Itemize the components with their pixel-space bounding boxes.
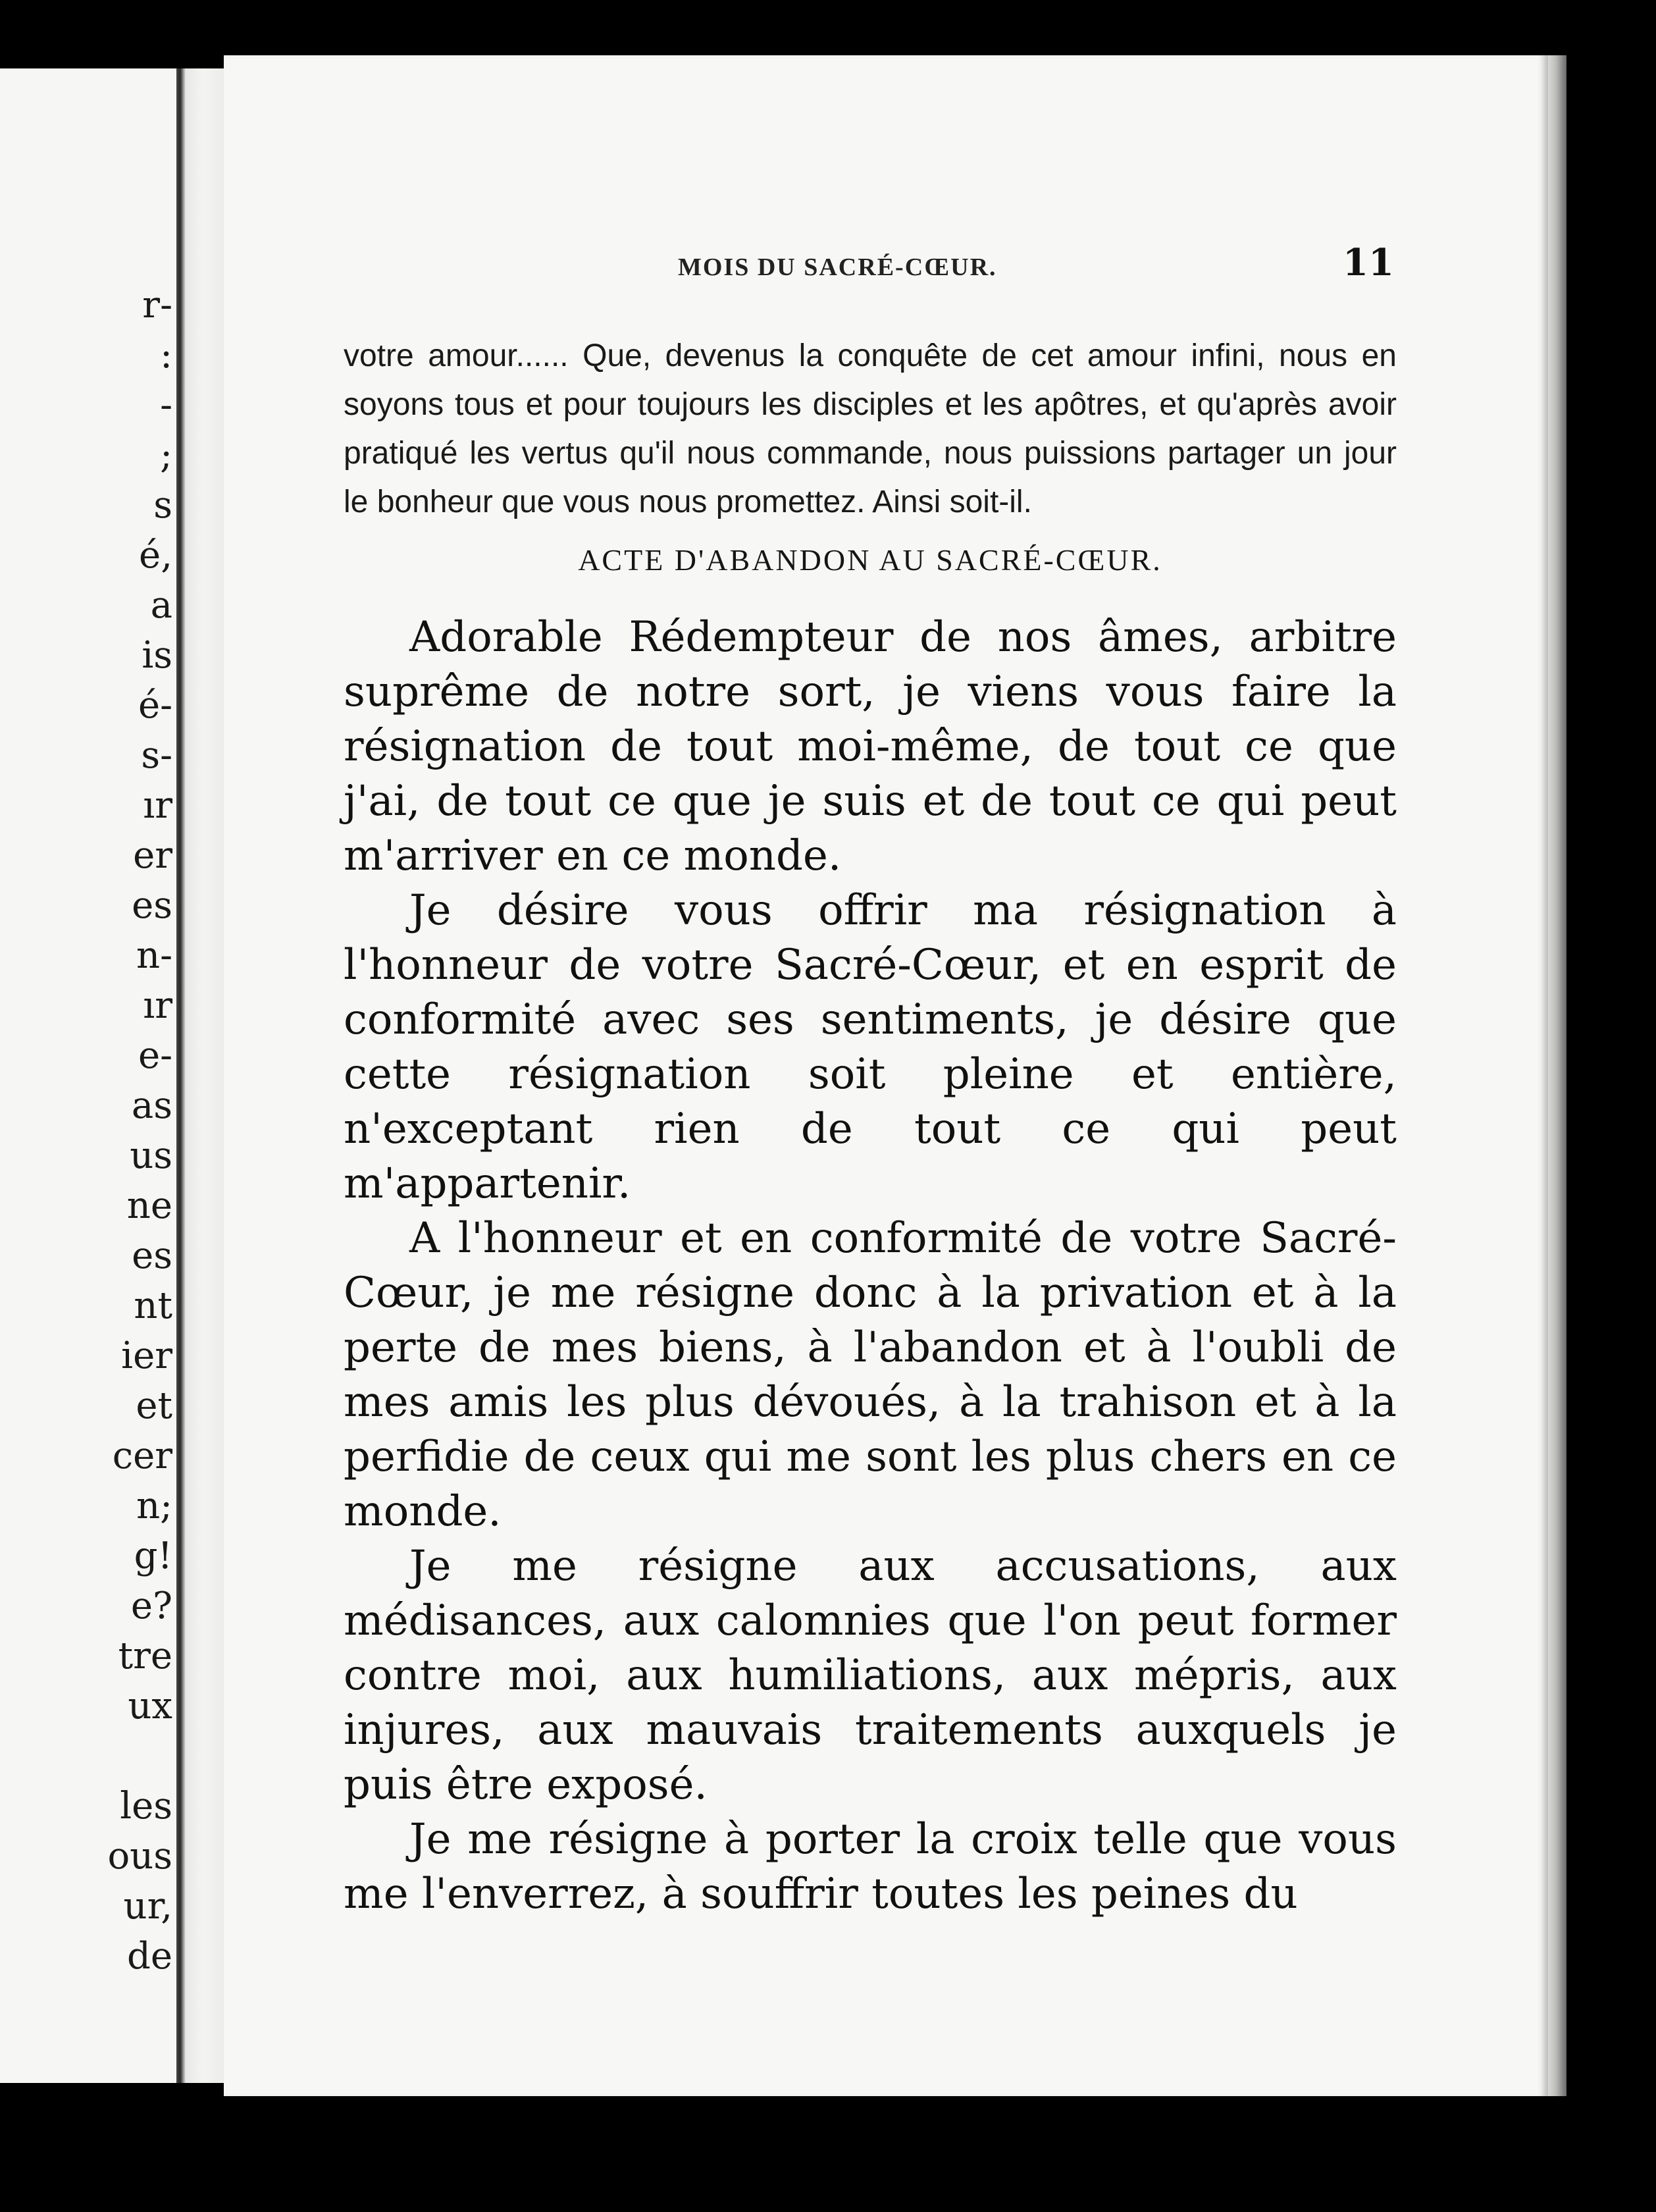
fragment-line: is [142,634,172,677]
fragment-line: ; [160,434,172,477]
section-title: ACTE D'ABANDON AU SACRÉ-CŒUR. [578,543,1162,577]
fragment-line: - [160,384,172,427]
fragment-line: ux [128,1685,172,1727]
paragraph: Je me résigne aux accusations, aux médisances, aux calomnies que l'on peut former contre moi, aux humiliations, aux mépris, aux injures, aux mauvais traitements auxquels je puis être exposé. [344,1542,1397,1809]
fragment-line: s- [141,734,172,777]
fragment-line: s [153,484,172,527]
fragment-line: nt [134,1284,172,1327]
fragment-line: ur, [123,1885,172,1928]
running-head: MOIS DU SACRÉ-CŒUR. [678,253,997,281]
fragment-line: n- [136,934,172,977]
fragment-line: et [136,1384,172,1427]
fragment-line: cer [112,1435,172,1477]
page-body [344,332,1397,1922]
fragment-line: ous [107,1835,172,1878]
fragment-line: er [133,834,172,877]
paragraph: Je désire vous offrir ma résignation à l'honneur de votre Sacré-Cœur, et en esprit de conformité avec ses sentiments, je désire que cette résignation soit pleine et entière, n'exceptant rien de tout ce qui peut m'appartenir. [344,886,1397,1208]
fragment-line: de [127,1935,172,1978]
previous-page-edge [0,68,176,2083]
fragment-line: ır [143,984,172,1027]
page-number: 11 [1343,241,1394,284]
intro-paragraph: votre amour...... Que, devenus la conquête de cet amour infini, nous en soyons tous et pour toujours les disciples et les apôtres, et qu'après avoir pratiqué les vertus qu'il nous commande, nous puissions partager un jour le bonheur que vous nous promettez. Ainsi soit-il. [344,338,1397,519]
page-edge-shadow [1548,55,1566,2096]
fragment-line: es [132,1234,172,1277]
fragment-line: ne [126,1184,172,1227]
fragment-line: ier [121,1334,172,1377]
fragment-line: us [130,1134,172,1177]
fragment-line: e? [130,1585,172,1627]
fragment-line: as [131,1084,172,1127]
fragment-line: n; [136,1485,172,1527]
fragment-line [8,1731,172,1781]
fragment-line: e- [138,1034,172,1077]
fragment-line: ır [143,784,172,827]
fragment-line: a [150,584,172,627]
paragraph: A l'honneur et en conformité de votre Sacré-Cœur, je me résigne donc à la privation et à la perte de mes biens, à l'abandon et à l'oubli de mes amis les plus dévoués, à la trahison et à la perfidie de ceux qui me sont les plus chers en ce monde. [344,1214,1397,1536]
paragraph: Adorable Rédempteur de nos âmes, arbitre suprême de notre sort, je viens vous faire la résignation de tout moi-même, de tout ce que j'ai, de tout ce que je suis et de tout ce qui peut m'arriver en ce monde. [344,613,1397,880]
book-gutter [176,68,224,2083]
fragment-line: tre [118,1635,172,1677]
page-header [224,55,1548,319]
previous-page-text-fragments [8,280,172,1982]
fragment-line: g! [134,1535,172,1577]
fragment-line: r- [142,284,172,327]
book-page [224,55,1548,2096]
fragment-line: es [132,884,172,927]
fragment-line: é, [139,534,172,577]
paragraph: Je me résigne à porter la croix telle que vous me l'enverrez, à souffrir toutes les peines du [344,1815,1397,1918]
fragment-line: : [160,334,172,377]
fragment-line: les [120,1785,172,1828]
fragment-line: é- [138,684,172,727]
